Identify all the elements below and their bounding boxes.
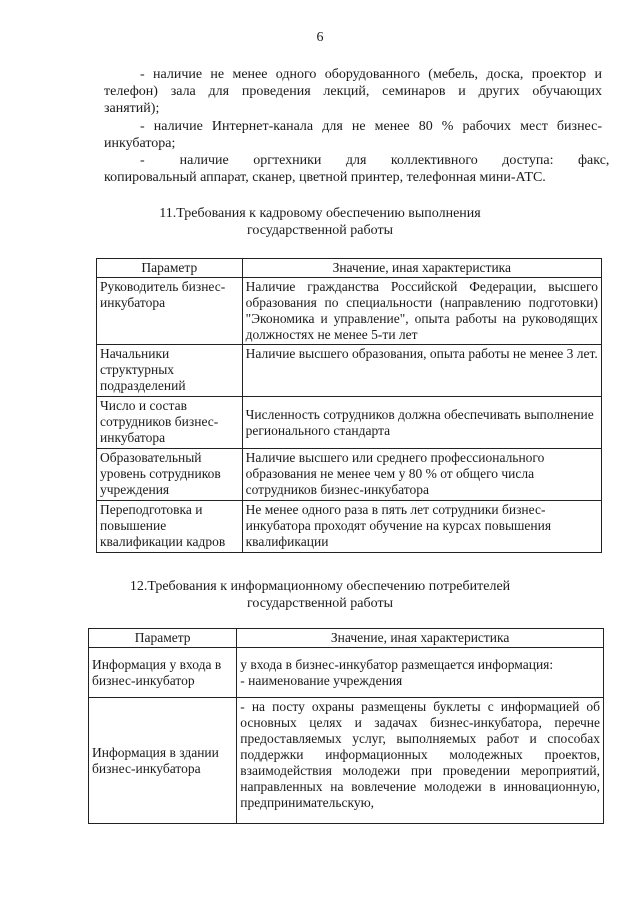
row-param: Руководитель бизнес-инкубатора xyxy=(97,278,243,345)
table-row xyxy=(97,397,602,449)
table-header-row xyxy=(89,629,604,648)
intro-line-1: - наличие не менее одного оборудованного (мебель, доска, проектор и xyxy=(140,67,602,82)
section-11-title: 11.Требования к кадровому обеспечению выполнения xyxy=(159,206,481,221)
table-row xyxy=(97,501,602,553)
table-row xyxy=(89,648,604,698)
intro-line-7: копировальный аппарат, сканер, цветной принтер, телефонная мини-АТС. xyxy=(104,170,546,185)
row-value-line: у входа в бизнес-инкубатор размещается информация: xyxy=(240,656,554,672)
intro-line-6: - наличие оргтехники для коллективного доступа: факс, xyxy=(140,153,610,168)
row-param: Образовательный уровень сотрудников учреждения xyxy=(97,449,243,501)
intro-line-2: телефон) зала для проведения лекций, семинаров и других обучающих xyxy=(104,84,602,99)
intro-line-5: инкубатора; xyxy=(104,136,176,151)
section-12-title: 12.Требования к информационному обеспечению потребителей xyxy=(129,579,511,594)
row-value: Не менее одного раза в пять лет сотрудники бизнес-инкубатора проходят обучение на курсах повышения квалификации xyxy=(242,501,601,553)
row-value-line: - наименование учреждения xyxy=(240,672,403,688)
column-header-param: Параметр xyxy=(89,629,237,648)
row-value: - на посту охраны размещены буклеты с информацией об основных целях и задачах бизнес-инкубатора, перечне предоставляемых услуг, выполняемых работ и способах поддержки информационных молодежных проектов, взаимодействия молодежи при проведении мероприятий, направленных на вовлечение молодежи в инновационную, предпринимательскую, xyxy=(237,698,604,824)
row-param: Число и состав сотрудников бизнес-инкубатора xyxy=(97,397,243,449)
table-row xyxy=(97,345,602,397)
row-value: Наличие высшего образования, опыта работы не менее 3 лет. xyxy=(242,345,601,397)
row-value: Наличие высшего или среднего профессионального образования не менее чем у 80 % от общего числа сотрудников бизнес-инкубатора xyxy=(242,449,601,501)
row-value xyxy=(237,648,604,698)
column-header-value: Значение, иная характеристика xyxy=(242,259,601,278)
information-requirements-table xyxy=(88,628,604,824)
row-value: Численность сотрудников должна обеспечивать выполнение регионального стандарта xyxy=(242,397,601,449)
row-param: Переподготовка и повышение квалификации кадров xyxy=(97,501,243,553)
table-row xyxy=(97,278,602,345)
table-header-row xyxy=(97,259,602,278)
intro-line-4: - наличие Интернет-канала для не менее 80 % рабочих мест бизнес- xyxy=(140,119,602,134)
section-11-subtitle: государственной работы xyxy=(247,223,393,238)
row-param: Информация у входа в бизнес-инкубатор xyxy=(89,648,237,698)
table-row xyxy=(97,449,602,501)
staffing-requirements-table xyxy=(96,258,602,553)
column-header-value: Значение, иная характеристика xyxy=(237,629,604,648)
row-param: Начальники структурных подразделений xyxy=(97,345,243,397)
page-number: 6 xyxy=(316,30,324,45)
row-param: Информация в здании бизнес-инкубатора xyxy=(89,698,237,824)
section-12-subtitle: государственной работы xyxy=(247,596,393,611)
row-value: Наличие гражданства Российской Федерации, высшего образования по специальности (направлению подготовки) "Экономика и управление", опыта работы на руководящих должностях не менее 5-ти лет xyxy=(242,278,601,345)
table-row xyxy=(89,698,604,824)
intro-line-3: занятий); xyxy=(104,101,160,116)
column-header-param: Параметр xyxy=(97,259,243,278)
